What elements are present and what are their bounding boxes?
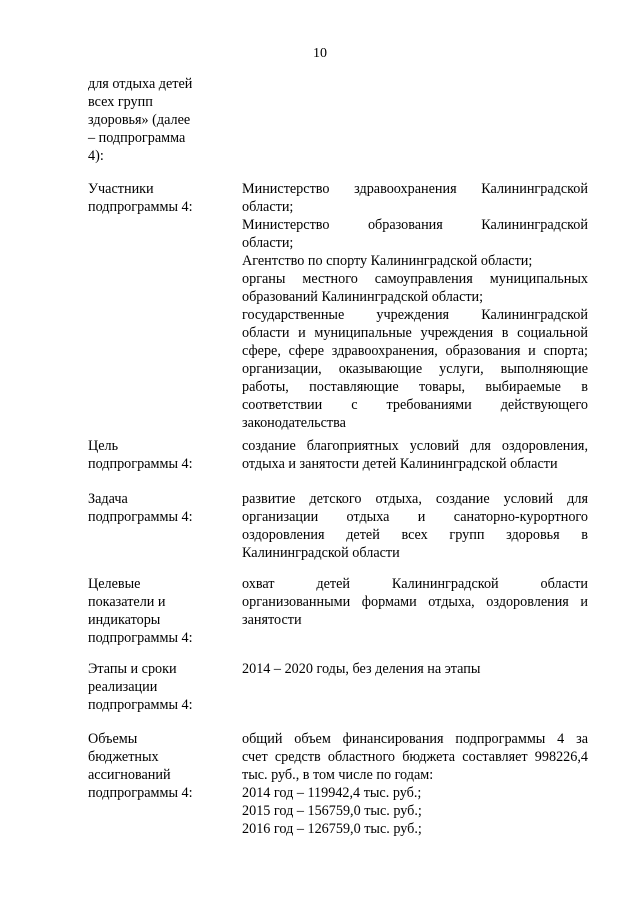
value-line: 2014 – 2020 годы, без деления на этапы — [242, 661, 481, 677]
value-line: организации отдыха и санаторно-курортного — [242, 509, 588, 525]
value-line: Калининградской области — [242, 545, 400, 561]
value-line: работы, поставляющие товары, выбираемые в — [242, 379, 588, 395]
value-line: соответствии с требованиями действующего — [242, 397, 588, 413]
budget-value — [242, 730, 588, 838]
label-line: здоровья» (далее — [88, 112, 191, 128]
value-line: сфере, сфере здравоохранения, образования и спорта; — [242, 343, 588, 359]
value-line: 2015 год – 156759,0 тыс. руб.; — [242, 803, 422, 819]
label-line: Объемы — [88, 731, 138, 747]
value-line: развитие детского отдыха, создание условий для — [242, 491, 588, 507]
value-line: органы местного самоуправления муниципальных — [242, 271, 588, 287]
label-line: всех групп — [88, 94, 153, 110]
value-line: государственные учреждения Калининградской — [242, 307, 588, 323]
value-line: Агентство по спорту Калининградской области; — [242, 253, 533, 269]
label-line: Целевые — [88, 576, 141, 592]
value-line: 2016 год – 126759,0 тыс. руб.; — [242, 821, 422, 837]
value-line: Министерство образования Калининградской — [242, 217, 588, 233]
value-line: области и муниципальные учреждения в социальной — [242, 325, 588, 341]
label-line: для отдыха детей — [88, 76, 193, 92]
value-line: отдыха и занятости детей Калининградской области — [242, 456, 558, 472]
value-line: области; — [242, 235, 294, 251]
value-line: области; — [242, 199, 294, 215]
value-line: тыс. руб., в том числе по годам: — [242, 767, 434, 783]
value-line: создание благоприятных условий для оздоровления, — [242, 438, 588, 454]
intro-label — [88, 75, 212, 165]
participants-value — [242, 180, 588, 432]
value-line: законодательства — [242, 415, 346, 431]
label-line: индикаторы — [88, 612, 161, 628]
indicators-value — [242, 575, 588, 629]
label-line: подпрограммы 4: — [88, 456, 193, 472]
label-line: показатели и — [88, 594, 166, 610]
indicators-label — [88, 575, 212, 647]
stages-label — [88, 660, 212, 714]
label-line: подпрограммы 4: — [88, 199, 193, 215]
label-line: подпрограммы 4: — [88, 509, 193, 525]
label-line: Этапы и сроки — [88, 661, 177, 677]
value-line: 2014 год – 119942,4 тыс. руб.; — [242, 785, 422, 801]
label-line: подпрограммы 4: — [88, 785, 193, 801]
value-line: организации, оказывающие услуги, выполняющие — [242, 361, 588, 377]
value-line: образований Калининградской области; — [242, 289, 484, 305]
task-label — [88, 490, 212, 526]
task-value — [242, 490, 588, 562]
goal-value — [242, 437, 588, 473]
label-line: бюджетных — [88, 749, 159, 765]
label-line: реализации — [88, 679, 158, 695]
label-line: Участники — [88, 181, 154, 197]
value-line: общий объем финансирования подпрограммы 4 за — [242, 731, 588, 747]
label-line: 4): — [88, 148, 104, 164]
label-line: Задача — [88, 491, 128, 507]
value-line: оздоровления детей всех групп здоровья в — [242, 527, 588, 543]
goal-label — [88, 437, 212, 473]
value-line: занятости — [242, 612, 302, 628]
label-line: ассигнований — [88, 767, 171, 783]
label-line: подпрограммы 4: — [88, 697, 193, 713]
value-line: организованными формами отдыха, оздоровления и — [242, 594, 588, 610]
budget-label — [88, 730, 212, 802]
value-line: счет средств областного бюджета составляет 998226,4 — [242, 749, 588, 765]
stages-value — [242, 660, 588, 678]
participants-label — [88, 180, 212, 216]
label-line: Цель — [88, 438, 119, 454]
label-line: подпрограммы 4: — [88, 630, 193, 646]
value-line: охват детей Калининградской области — [242, 576, 588, 592]
label-line: – подпрограмма — [88, 130, 186, 146]
page-number: 10 — [313, 46, 327, 61]
value-line: Министерство здравоохранения Калининградской — [242, 181, 588, 197]
